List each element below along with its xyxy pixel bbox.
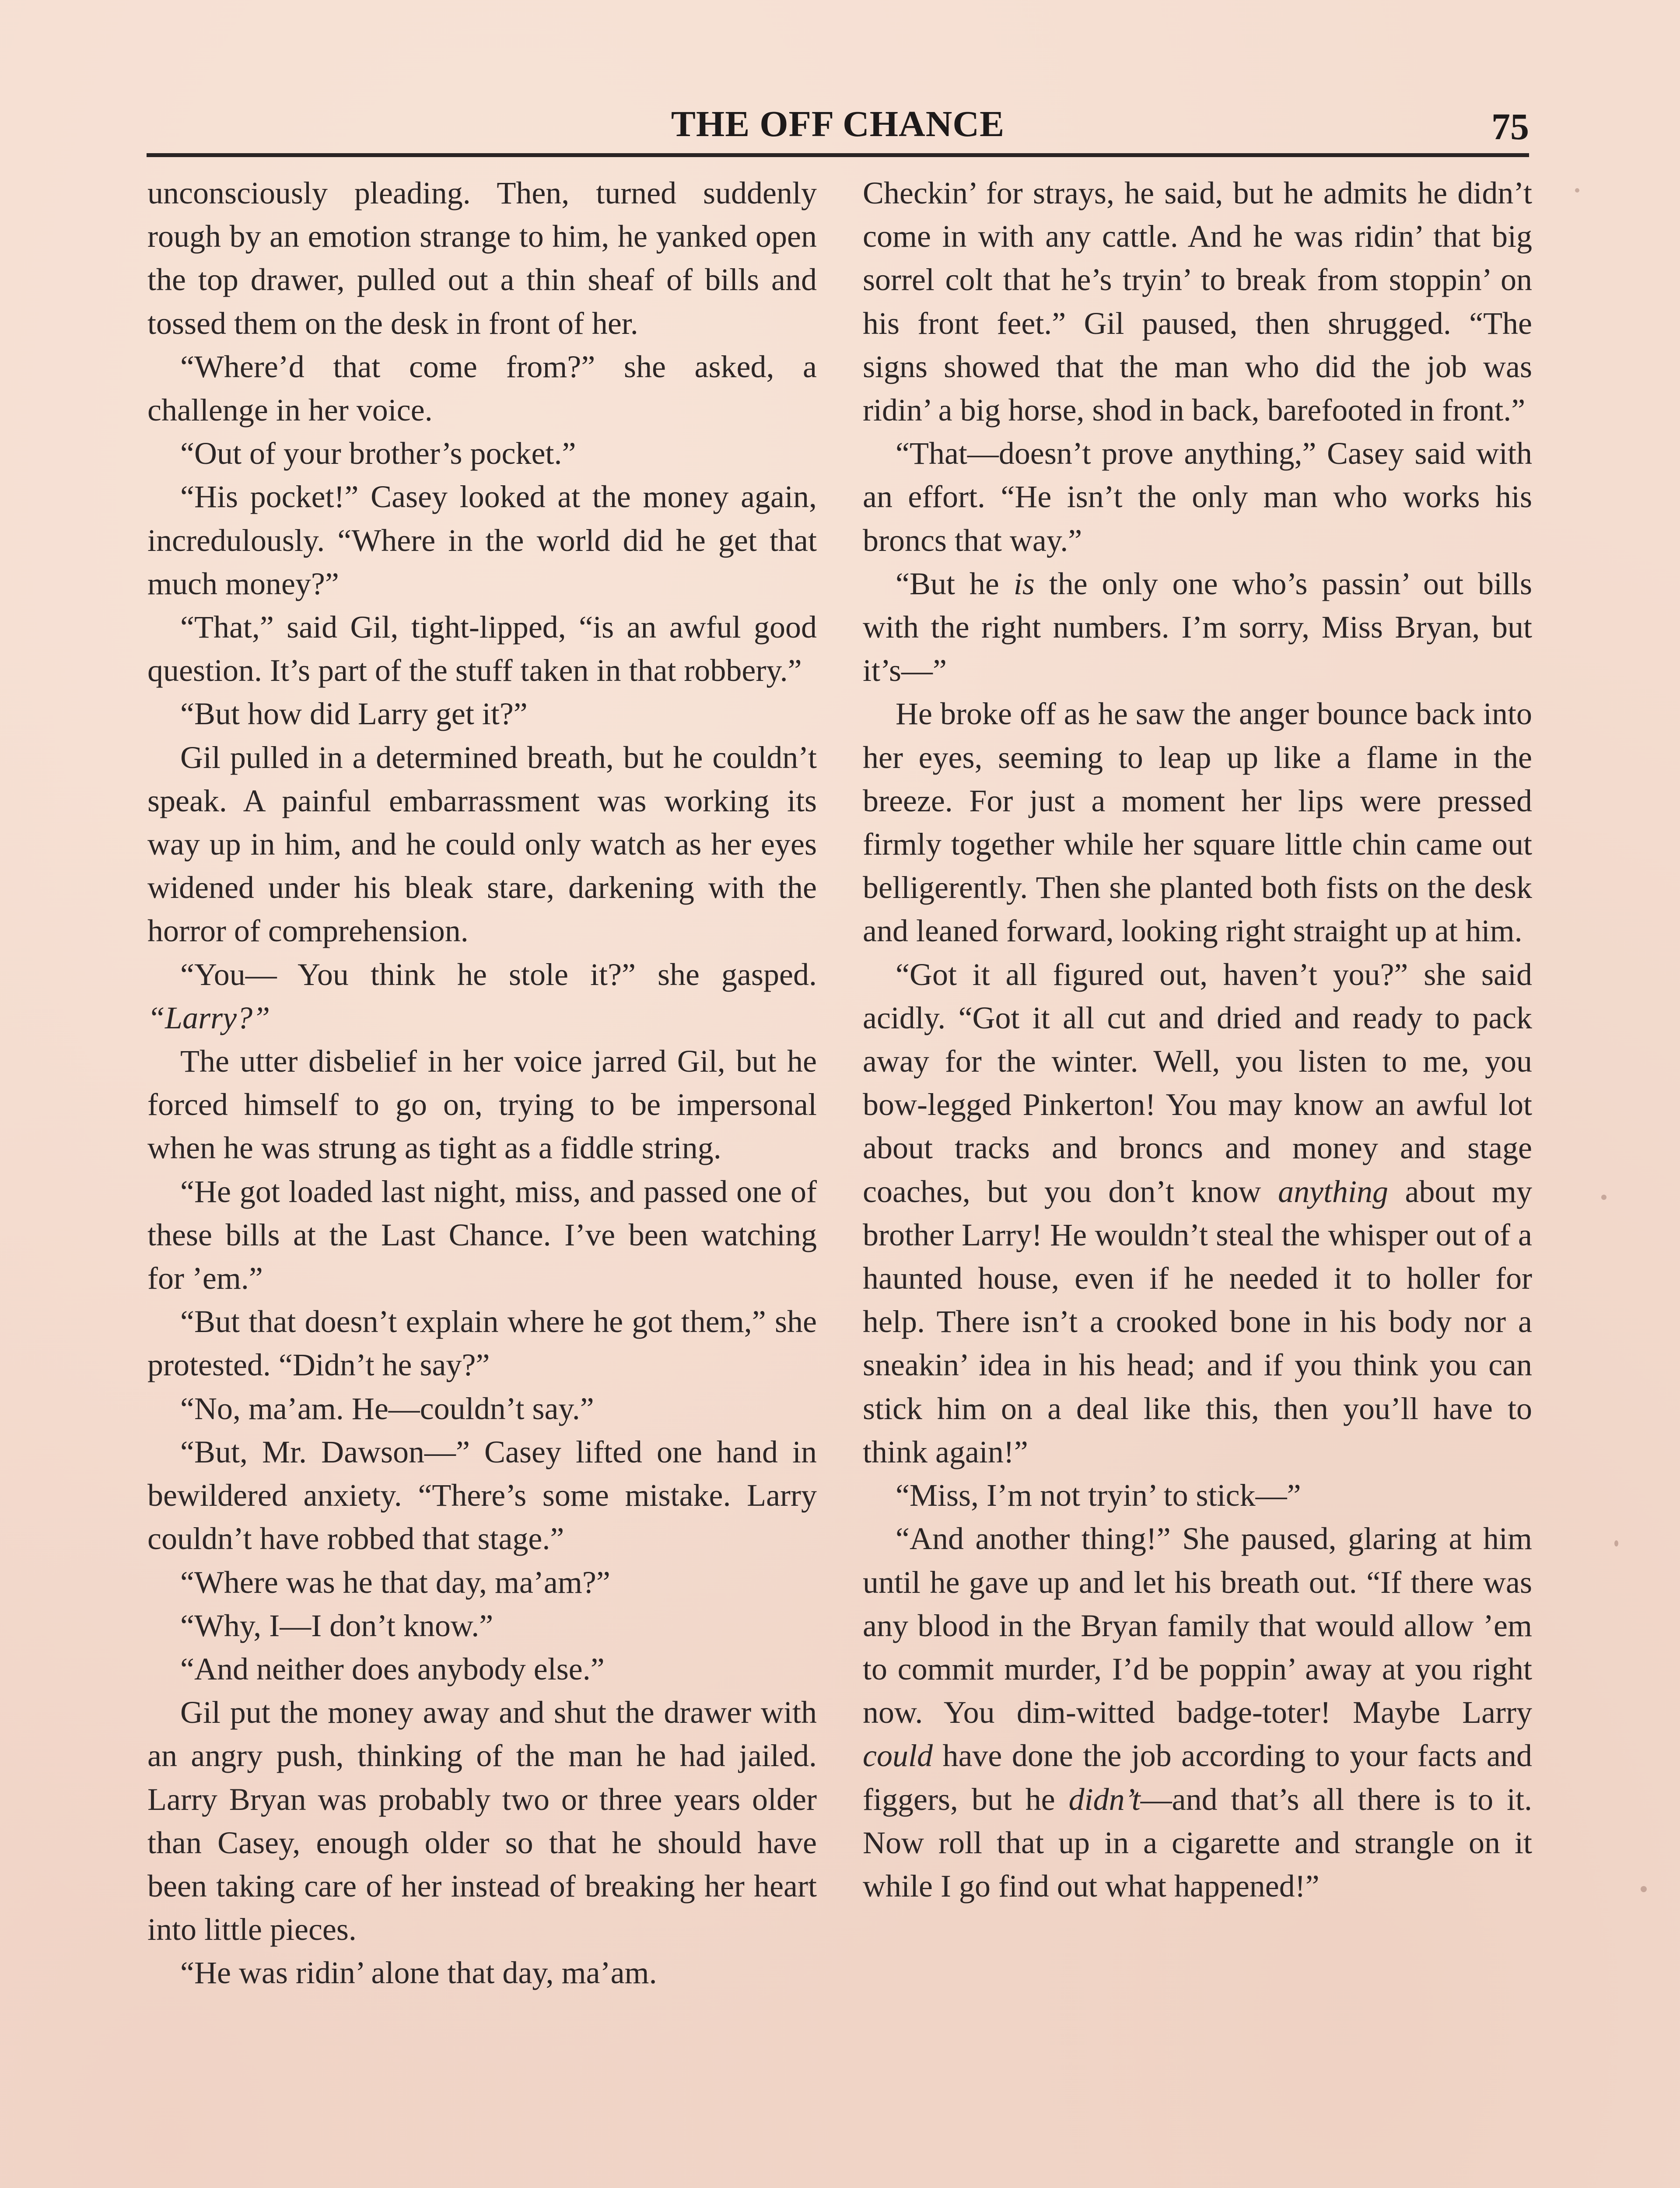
italic-text: didn’t <box>1068 1781 1141 1817</box>
paper-speck <box>1575 188 1579 193</box>
paragraph: “But how did Larry get it?” <box>180 696 528 732</box>
paragraph: “Where’d that come from?” she asked, a challenge in her voice. <box>147 349 817 428</box>
italic-text: is <box>1013 566 1035 601</box>
left-column <box>147 172 817 1995</box>
paragraph: “But that doesn’t explain where he got them,” she protested. “Didn’t he say?” <box>147 1304 817 1383</box>
paragraph <box>147 953 817 1040</box>
paragraph: “Where was he that day, ma’am?” <box>180 1564 610 1600</box>
paragraph: “Miss, I’m not tryin’ to stick—” <box>896 1478 1301 1513</box>
text-run: “And another thing!” She paused, glaring at him until he gave up and let his breath out. “If there was any blood in the Bryan family that would allow ’em to commit murder, I’d be poppin’ away at you right now. You dim-witted badge-toter! Maybe Larry <box>863 1521 1532 1730</box>
paper-speck <box>1601 1195 1606 1200</box>
paragraph: Gil put the money away and shut the drawer with an angry push, thinking of the man he had jailed. Larry Bryan was probably two or three years older than Casey, enough older so that he should have been taking care of her instead of breaking her heart into little pieces. <box>147 1695 817 1947</box>
paragraph: Checkin’ for strays, he said, but he admits he didn’t come in with any cattle. And he was ridin’ that big sorrel colt that he’s tryin’ to break from stoppin’ on his front feet.” Gil paused, then shrugged. “The signs showed that the man who did the job was ridin’ a big horse, shod in back, barefooted in front.” <box>863 175 1532 428</box>
paragraph: “Out of your brother’s pocket.” <box>180 436 576 471</box>
paper-speck <box>1641 1886 1647 1892</box>
paragraph: unconsciously pleading. Then, turned suddenly rough by an emotion strange to him, he yanked open the top drawer, pulled out a thin sheaf of bills and tossed them on the desk in front of her. <box>147 175 817 341</box>
text-run: —and that’s all there is to it. Now roll that up in a cigarette and strangle on it while I go find out what happened!” <box>863 1781 1532 1904</box>
paragraph: The utter disbelief in her voice jarred Gil, but he forced himself to go on, trying to be impersonal when he was strung as tight as a fiddle string. <box>147 1044 817 1166</box>
paragraph: “He got loaded last night, miss, and passed one of these bills at the Last Chance. I’ve been watching for ’em.” <box>147 1174 817 1296</box>
paper-speck <box>1614 1540 1618 1546</box>
paragraph: “But, Mr. Dawson—” Casey lifted one hand in bewildered anxiety. “There’s some mistake. Larry couldn’t have robbed that stage.” <box>147 1434 817 1557</box>
page-title: THE OFF CHANCE <box>671 104 1005 144</box>
italic-text: anything <box>1278 1174 1389 1209</box>
paragraph: Gil pulled in a determined breath, but he couldn’t speak. A painful embarrassment was working its way up in him, and he could only watch as her eyes widened under his bleak stare, darkening with the horror of comprehension. <box>147 740 817 949</box>
header-rule <box>147 153 1529 157</box>
text-run: about my brother Larry! He wouldn’t steal the whisper out of a haunted house, even if he needed it to holler for help. There isn’t a crooked bone in his body nor a sneakin’ idea in his head; and if you think you can stick him on a deal like this, then you’ll have to think again!” <box>863 1174 1533 1469</box>
text-run: “You— You think he stole it?” she gasped. <box>180 957 817 992</box>
text-run: “But he <box>896 566 1014 601</box>
paragraph <box>863 953 1532 1474</box>
page-number: 75 <box>1491 105 1529 147</box>
running-head <box>147 98 1529 151</box>
paragraph: “That,” said Gil, tight-lipped, “is an awful good question. It’s part of the stuff taken in that robbery.” <box>147 610 817 688</box>
paragraph: “No, ma’am. He—couldn’t say.” <box>180 1391 594 1426</box>
paragraph: “Why, I—I don’t know.” <box>180 1608 494 1643</box>
text-run: the only one who’s passin’ out bills with the right numbers. I’m sorry, Miss Bryan, but it’s—” <box>863 566 1532 688</box>
text-run: “Got it all figured out, haven’t you?” she said acidly. “Got it all cut and dried and ready to pack away for the winter. Well, you listen to me, you bow-legged Pinkerton! You may know an awful lot about tracks and broncs and money and stage coaches, but you don’t know <box>863 957 1532 1209</box>
paragraph: “That—doesn’t prove anything,” Casey said with an effort. “He isn’t the only man who works his broncs that way.” <box>863 436 1532 558</box>
paragraph: “And neither does anybody else.” <box>180 1651 605 1687</box>
text-run: have done the job according to your facts and figgers, but he <box>863 1738 1532 1817</box>
italic-text: could <box>863 1738 933 1774</box>
italic-text: “Larry?” <box>147 1000 270 1035</box>
paragraph: “His pocket!” Casey looked at the money again, incredulously. “Where in the world did he get that much money?” <box>147 479 817 601</box>
paragraph: “He was ridin’ alone that day, ma’am. <box>180 1955 657 1991</box>
right-column <box>863 172 1532 1908</box>
paragraph <box>863 562 1532 693</box>
paragraph <box>863 1517 1532 1908</box>
paragraph: He broke off as he saw the anger bounce back into her eyes, seeming to leap up like a flame in the breeze. For just a moment her lips were pressed firmly together while her square little chin came out belligerently. Then she planted both fists on the desk and leaned forward, looking right straight up at him. <box>863 696 1532 949</box>
